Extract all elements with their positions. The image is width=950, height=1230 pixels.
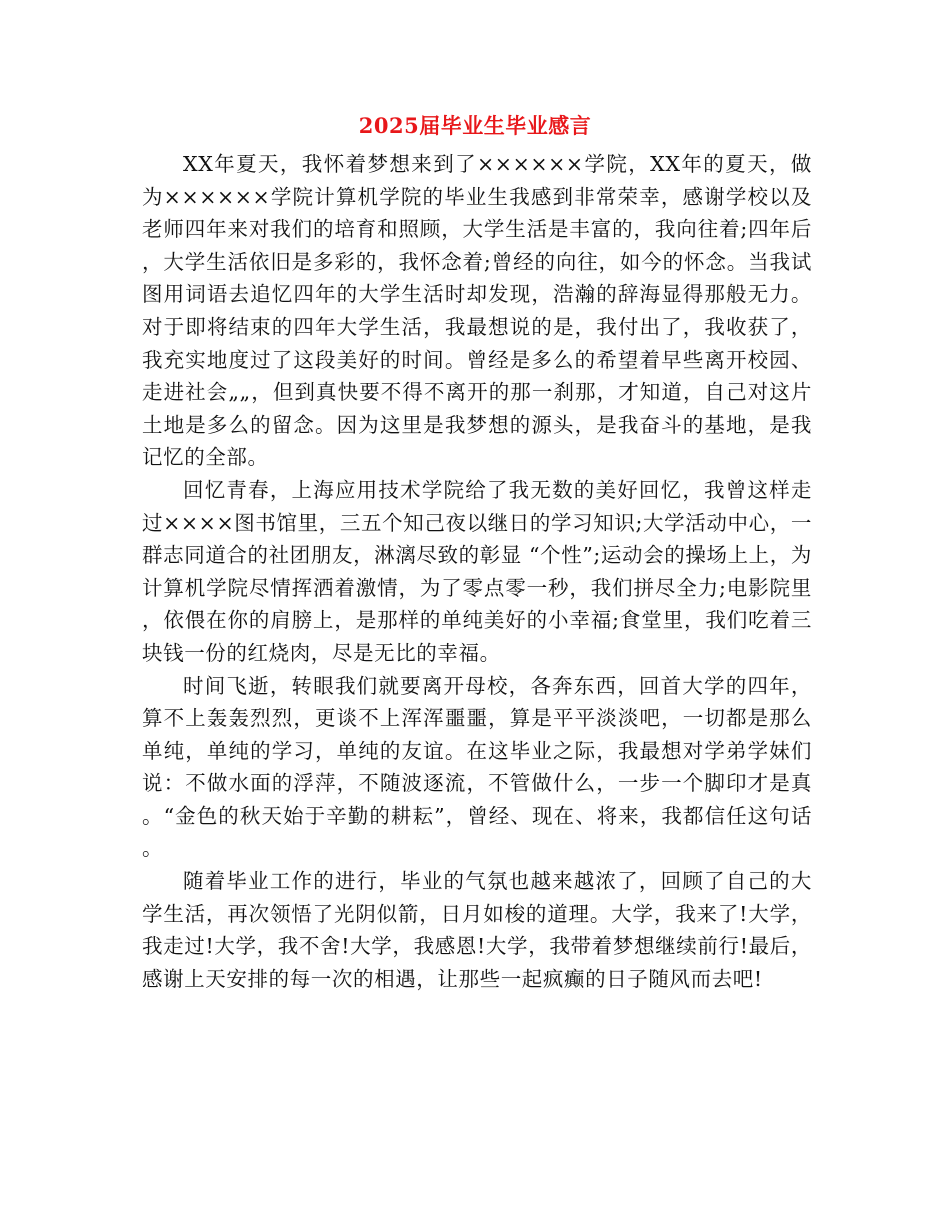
paragraph-3: 时间飞逝，转眼我们就要离开母校，各奔东西，回首大学的四年，算不上轰轰烈烈，更谈不上浑浑噩噩，算是平平淡淡吧，一切都是那么单纯，单纯的学习，单纯的友谊。在这毕业之际，我最想对学弟学妹们说：不做水面的浮萍，不随波逐流，不管做什么，一步一个脚印才是真。“金色的秋天始于辛勤的耕耘”，曾经、现在、将来，我都信任这句话。 xyxy=(142,673,812,861)
paragraph-4: 随着毕业工作的进行，毕业的气氛也越来越浓了，回顾了自己的大学生活，再次领悟了光阴似箭，日月如梭的道理。大学，我来了!大学，我走过!大学，我不舍!大学，我感恩!大学，我带着梦想继续前行!最后，感谢上天安排的每一次的相遇，让那些一起疯癫的日子随风而去吧! xyxy=(142,869,812,991)
paragraph-2: 回忆青春，上海应用技术学院给了我无数的美好回忆，我曾这样走过××××图书馆里，三五个知己夜以继日的学习知识;大学活动中心，一群志同道合的社团朋友，淋漓尽致的彰显 “个性”;运动会的操场上上，为计算机学院尽情挥洒着激情，为了零点零一秒，我们拼尽全力;电影院里，依偎在你的肩膀上，是那样的单纯美好的小幸福;食堂里，我们吃着三块钱一份的红烧肉，尽是无比的幸福。 xyxy=(142,477,812,665)
paragraph-1: XX年夏天，我怀着梦想来到了××××××学院，XX年的夏天，做为××××××学院计算机学院的毕业生我感到非常荣幸，感谢学校以及老师四年来对我们的培育和照顾，大学生活是丰富的，我向往着;四年后，大学生活依旧是多彩的，我怀念着;曾经的向往，如今的怀念。当我试图用词语去追忆四年的大学生活时却发现，浩瀚的辞海显得那般无力。对于即将结束的四年大学生活，我最想说的是，我付出了，我收获了，我充实地度过了这段美好的时间。曾经是多么的希望着早些离开校园、走进社会„„，但到真快要不得不离开的那一刹那，才知道，自己对这片土地是多么的留念。因为这里是我梦想的源头，是我奋斗的基地，是我记忆的全部。 xyxy=(142,152,812,470)
document-title: 2025届毕业生毕业感言 xyxy=(358,113,592,138)
document-body xyxy=(142,148,812,995)
